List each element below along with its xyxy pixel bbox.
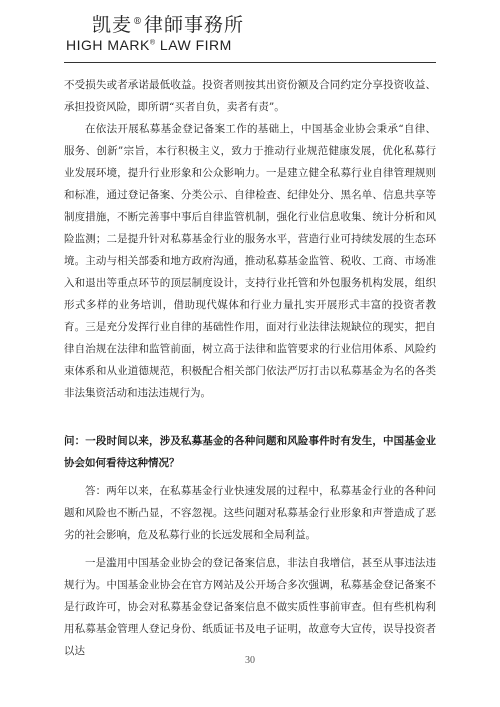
firm-logo-chinese: [92, 10, 244, 37]
firm-name-cn-part2: 律師事務所: [144, 14, 245, 36]
registered-mark-en: ®: [149, 39, 156, 47]
question-heading: 问：一段时间以来，涉及私募基金的各种问题和风险事件时有发生，中国基金业协会如何看待这种情况？: [64, 435, 436, 469]
registered-mark: ®: [133, 16, 144, 27]
body-paragraph: 在依法开展私募基金登记备案工作的基础上，中国基金业协会秉承“自律、服务、创新”宗旨，本行积极主义，致力于推动行业规范健康发展，优化私募行业发展环境，提升行业形象和公众影响力。一是建立健全私募行业自律管理规则和标准，通过登记备案、分类公示、自律检查、纪律处分、黑名单、信息共享等制度措施，不断完善事中事后自律监管机制，强化行业信息收集、统计分析和风险监测；二是提升针对私募基金行业的服务水平，营造行业可持续发展的生态环境。主动与相关部委和地方政府沟通，推动私募基金监管、税收、工商、市场准入和退出等重点环节的顶层制度设计，支持行业托管和外包服务机构发展，组织形式多样的业务培训，借助现代媒体和行业力量扎实开展形式丰富的投资者教育。三是充分发挥行业自律的基础性作用，面对行业法律法规缺位的现实，把自律自治规在法律和监管前面，树立高于法律和监管要求的行业信用体系、风险约束体系和从业道德规范，积极配合相关部门依法严厉打击以私募基金为名的各类非法集资活动和违法违规行为。: [64, 123, 436, 399]
letterhead: [64, 8, 436, 72]
body-paragraph: 不受损失或者承诺最低收益。投资者则按其出资份额及合同约定分享投资收益、承担投资风险，即所谓“买者自负，卖者有责”。: [64, 79, 436, 113]
firm-logo-english: [66, 37, 232, 53]
answer-paragraph: 答：两年以来，在私募基金行业快速发展的过程中，私募基金行业的各种问题和风险也不断凸显，不容忽视。这些问题对私募基金行业形象和声誉造成了恶劣的社会影响，危及私募行业的长远发展和全局利益。: [64, 485, 436, 541]
firm-name-en-part2: LAW FIRM: [155, 37, 232, 53]
firm-name-cn-part1: 凯麦: [92, 14, 133, 36]
page-number: 30: [245, 655, 255, 666]
firm-name-en-part1: HIGH MARK: [66, 37, 150, 53]
header-divider: [64, 62, 436, 63]
answer-paragraph: 一是滥用中国基金业协会的登记备案信息，非法自我增信，甚至从事违法违规行为。中国基金业协会在官方网站及公开场合多次强调，私募基金登记备案不是行政许可，协会对私募基金登记备案信息不做实质性事前审查。但有些机构利用私募基金管理人登记身份、纸质证书及电子证明，故意夸大宣传，误导投资者以达: [64, 557, 436, 657]
document-body: [64, 74, 436, 662]
